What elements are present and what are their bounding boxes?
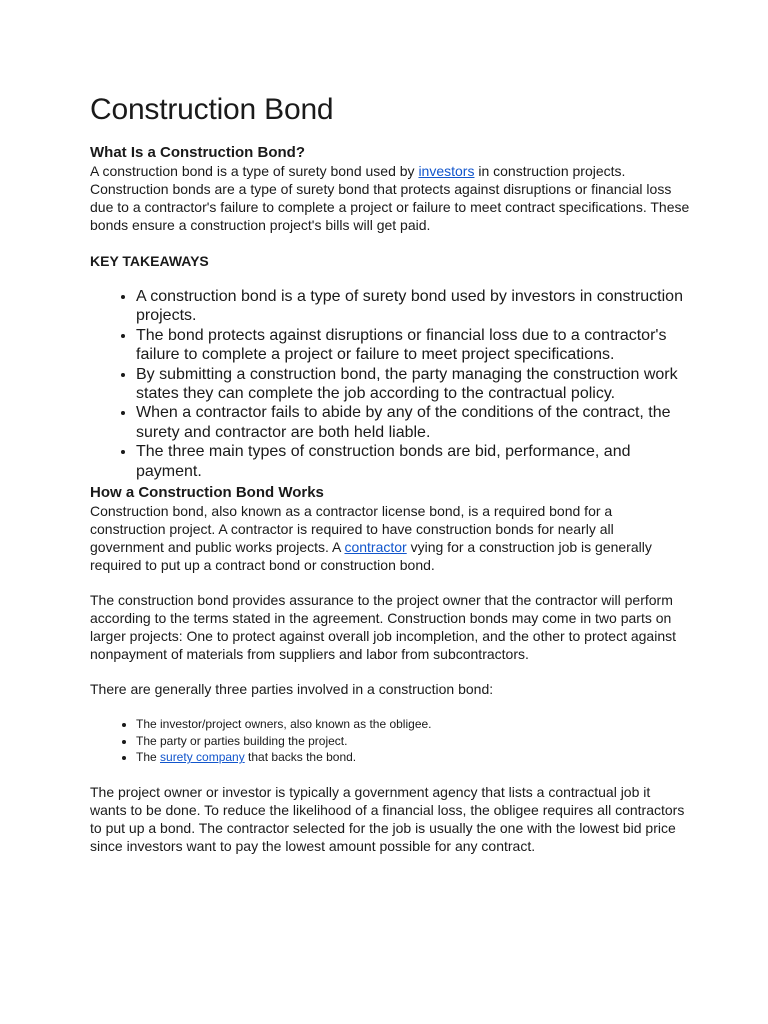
document-page (90, 92, 690, 855)
page-title: Construction Bond (90, 93, 334, 126)
parties-list (90, 716, 690, 766)
intro-text-after: in construction projects. Construction bonds are a type of surety bond that protects against disruptions or financial loss due to a contractor's failure to complete a project or failure to meet contract specifications. These bonds ensure a construction project's bills will get paid. (90, 163, 690, 233)
how-paragraph-4: The project owner or investor is typically a government agency that lists a contractual job it wants to be done. To reduce the likelihood of a financial loss, the obligee requires all contractors to put up a bond. The contractor selected for the job is usually the one with the lowest bid price since investors want to pay the lowest amount possible for any contract. (90, 783, 685, 854)
surety-company-link[interactable]: surety company (160, 750, 245, 765)
intro-text-before: A construction bond is a type of surety bond used by (90, 163, 419, 179)
takeaway-item: • The bond protects against disruptions or financial loss due to a contractor's failure to complete a project or failure to meet project specifications. (136, 326, 690, 365)
takeaway-item: • A construction bond is a type of surety bond used by investors in construction projects. (136, 287, 690, 326)
takeaway-item: • The three main types of construction bonds are bid, performance, and payment. (136, 442, 690, 481)
investors-link[interactable]: investors (418, 163, 475, 179)
party-item-text-after: that backs the bond. (244, 750, 357, 765)
takeaway-item: • By submitting a construction bond, the party managing the construction work states they can complete the job according to the contractual policy. (136, 365, 690, 404)
party-item: • The party or parties building the project. (136, 733, 690, 750)
how-p1-text-before: Construction bond, also known as a contractor license bond, is a required bond for a construction project. A contractor is required to have construction bonds for nearly all government and public works projects. A (90, 503, 614, 556)
how-paragraph-1 (90, 502, 690, 574)
party-item: • The investor/project owners, also known as the obligee. (136, 716, 690, 733)
how-paragraph-3: There are generally three parties involved in a construction bond: (90, 681, 494, 698)
how-paragraph-2: The construction bond provides assurance to the project owner that the contractor will perform according to the terms stated in the agreement. Construction bonds may come in two parts on larger projects: One to protect against overall job incompletion, and the other to protect against nonpayment of materials from suppliers and labor from subcontractors. (90, 592, 677, 663)
section-heading-what-is: What Is a Construction Bond? (90, 144, 305, 161)
key-takeaways-list (90, 287, 690, 481)
contractor-link[interactable]: contractor (344, 539, 407, 556)
takeaway-item: • When a contractor fails to abide by any of the conditions of the contract, the surety and contractor are both held liable. (136, 403, 690, 442)
key-takeaways-label: KEY TAKEAWAYS (90, 253, 209, 269)
intro-paragraph (90, 162, 690, 234)
party-item (136, 749, 690, 766)
how-p1-text-after: vying for a construction job is generally required to put up a contract bond or construction bond. (90, 539, 652, 574)
party-item-text-before: The (136, 750, 161, 765)
section-heading-how-it-works: How a Construction Bond Works (90, 484, 324, 502)
